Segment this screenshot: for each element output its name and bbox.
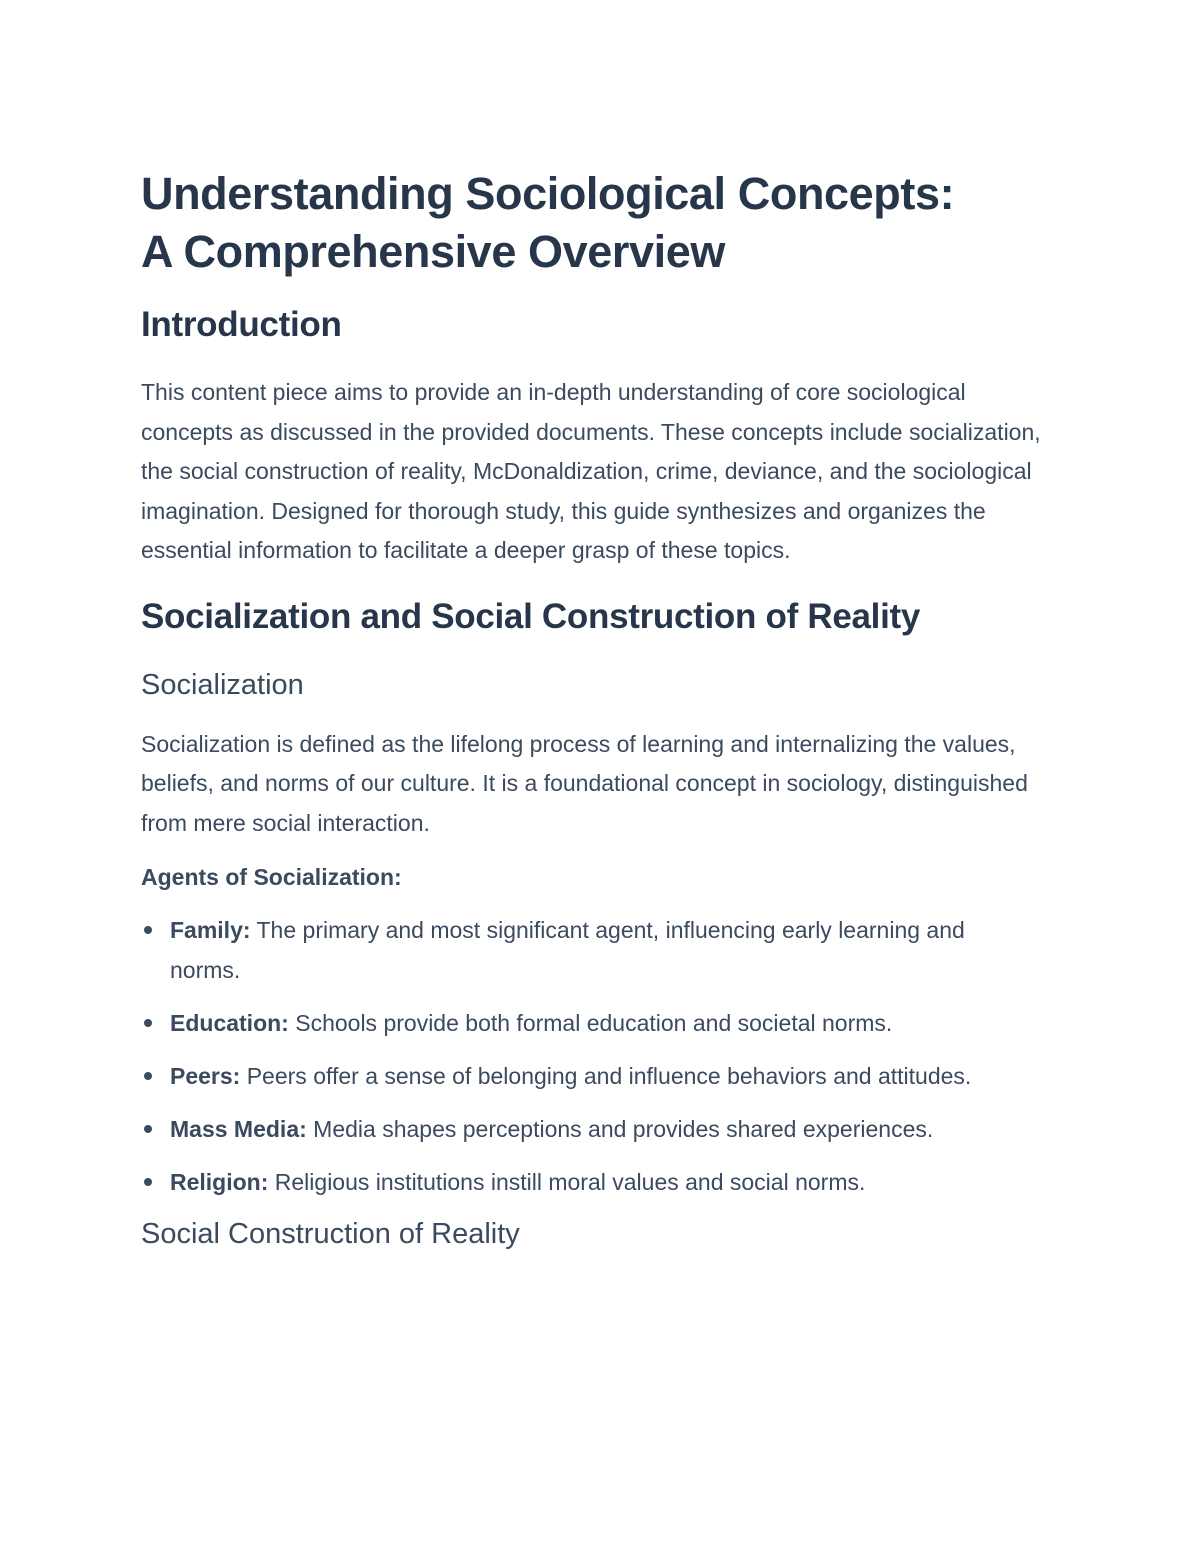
document-title bbox=[141, 165, 1071, 281]
list-item bbox=[141, 910, 1000, 990]
bullet-icon bbox=[144, 926, 152, 934]
introduction-paragraph: This content piece aims to provide an in-depth understanding of core sociological concepts as discussed in the provided documents. These concepts include socialization, the social construction of reality, McDonaldization, crime, deviance, and the sociological imagination. Designed for thorough study, this guide synthesizes and organizes the essential information to facilitate a deeper grasp of these topics. bbox=[141, 379, 1041, 563]
list-item bbox=[141, 1162, 1071, 1202]
bullet-icon bbox=[144, 1072, 152, 1080]
document-title-line-2: A Comprehensive Overview bbox=[141, 226, 725, 277]
agent-description: Media shapes perceptions and provides shared experiences. bbox=[306, 1116, 934, 1142]
bullet-icon bbox=[144, 1125, 152, 1133]
document-title-line-1: Understanding Sociological Concepts: bbox=[141, 168, 955, 219]
document-page bbox=[141, 165, 1071, 1253]
agents-label: Agents of Socialization: bbox=[141, 864, 402, 890]
agents-list bbox=[141, 910, 1071, 1202]
agent-term: Education: bbox=[170, 1010, 289, 1036]
bullet-icon bbox=[144, 1178, 152, 1186]
agent-description: The primary and most significant agent, influencing early learning and norms. bbox=[170, 917, 965, 983]
bullet-icon bbox=[144, 1019, 152, 1027]
list-item bbox=[141, 1003, 1071, 1043]
list-item bbox=[141, 1056, 1030, 1096]
agent-description: Religious institutions instill moral values and social norms. bbox=[268, 1169, 866, 1195]
social-construction-subheading: Social Construction of Reality bbox=[141, 1218, 520, 1250]
introduction-heading: Introduction bbox=[141, 305, 342, 344]
agent-term: Religion: bbox=[170, 1169, 269, 1195]
socialization-subheading: Socialization bbox=[141, 668, 304, 701]
agent-term: Mass Media: bbox=[170, 1116, 307, 1142]
agent-term: Peers: bbox=[170, 1063, 241, 1089]
socialization-paragraph: Socialization is defined as the lifelong process of learning and internalizing the values, beliefs, and norms of our culture. It is a foundational concept in sociology, distinguished from mere social interaction. bbox=[141, 730, 1028, 836]
agent-term: Family: bbox=[170, 917, 251, 943]
agent-description: Peers offer a sense of belonging and influence behaviors and attitudes. bbox=[240, 1063, 972, 1089]
list-item bbox=[141, 1109, 960, 1149]
agent-description: Schools provide both formal education and societal norms. bbox=[288, 1010, 893, 1036]
socialization-section-heading: Socialization and Social Construction of Reality bbox=[141, 596, 921, 636]
